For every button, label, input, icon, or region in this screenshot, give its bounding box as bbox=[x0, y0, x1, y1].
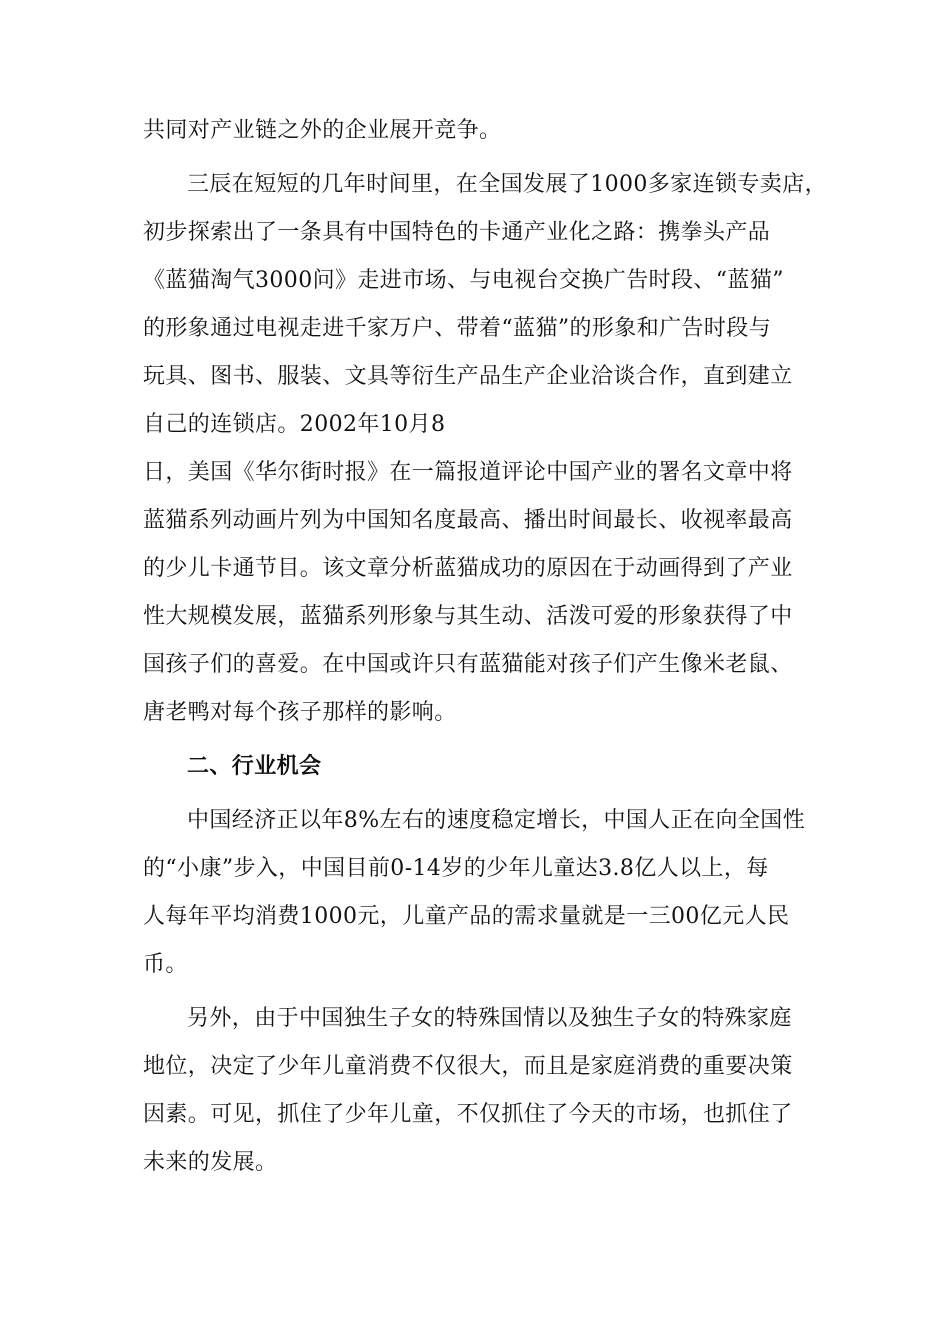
text-line: 未来的发展。 bbox=[143, 1150, 278, 1175]
text-line: 币。 bbox=[143, 952, 188, 977]
text-line: 三辰在短短的几年时间里，在全国发展了1000多家连锁专卖店， bbox=[187, 172, 827, 197]
paragraph-2 bbox=[143, 161, 827, 737]
text-line: 因素。可见，抓住了少年儿童，不仅抓住了今天的市场，也抓住了 bbox=[143, 1102, 793, 1127]
text-line: 玩具、图书、服装、文具等衍生产品生产企业洽谈合作，直到建立 bbox=[143, 364, 793, 389]
text-line: 地位，决定了少年儿童消费不仅很大，而且是家庭消费的重要决策 bbox=[143, 1054, 793, 1079]
text-line: 日，美国《华尔街时报》在一篇报道评论中国产业的署名文章中将 bbox=[143, 460, 793, 485]
paragraph-1 bbox=[143, 107, 813, 155]
text-line: 的少儿卡通节目。该文章分析蓝猫成功的原因在于动画得到了产业 bbox=[143, 556, 793, 581]
text-line: 人每年平均消费1000元，儿童产品的需求量就是一三00亿元人民 bbox=[143, 904, 790, 929]
section-heading-block bbox=[143, 743, 813, 791]
paragraph-4 bbox=[143, 995, 813, 1187]
paragraph-3 bbox=[143, 797, 813, 989]
document-page bbox=[143, 107, 827, 1187]
text-line: 的形象通过电视走进千家万户、带着“蓝猫”的形象和广告时段与 bbox=[143, 316, 772, 341]
text-line: 《蓝猫淘气3000问》走进市场、与电视台交换广告时段、“蓝猫” bbox=[143, 268, 784, 293]
text-line: 的“小康”步入，中国目前0-14岁的少年儿童达3.8亿人以上，每 bbox=[143, 856, 769, 881]
section-heading: 二、行业机会 bbox=[187, 754, 322, 779]
text-line: 性大规模发展，蓝猫系列形象与其生动、活泼可爱的形象获得了中 bbox=[143, 604, 793, 629]
text-line: 蓝猫系列动画片列为中国知名度最高、播出时间最长、收视率最高 bbox=[143, 508, 793, 533]
text-line: 另外，由于中国独生子女的特殊国情以及独生子女的特殊家庭 bbox=[187, 1006, 792, 1031]
text-line: 初步探索出了一条具有中国特色的卡通产业化之路：携拳头产品 bbox=[143, 220, 771, 245]
text-line: 国孩子们的喜爱。在中国或许只有蓝猫能对孩子们产生像米老鼠、 bbox=[143, 652, 793, 677]
text-line: 中国经济正以年8%左右的速度稳定增长，中国人正在向全国性 bbox=[187, 808, 806, 833]
text-line: 唐老鸭对每个孩子那样的影响。 bbox=[143, 700, 457, 725]
text-line: 共同对产业链之外的企业展开竞争。 bbox=[143, 118, 502, 143]
text-line: 自己的连锁店。2002年10月8 bbox=[143, 412, 446, 437]
